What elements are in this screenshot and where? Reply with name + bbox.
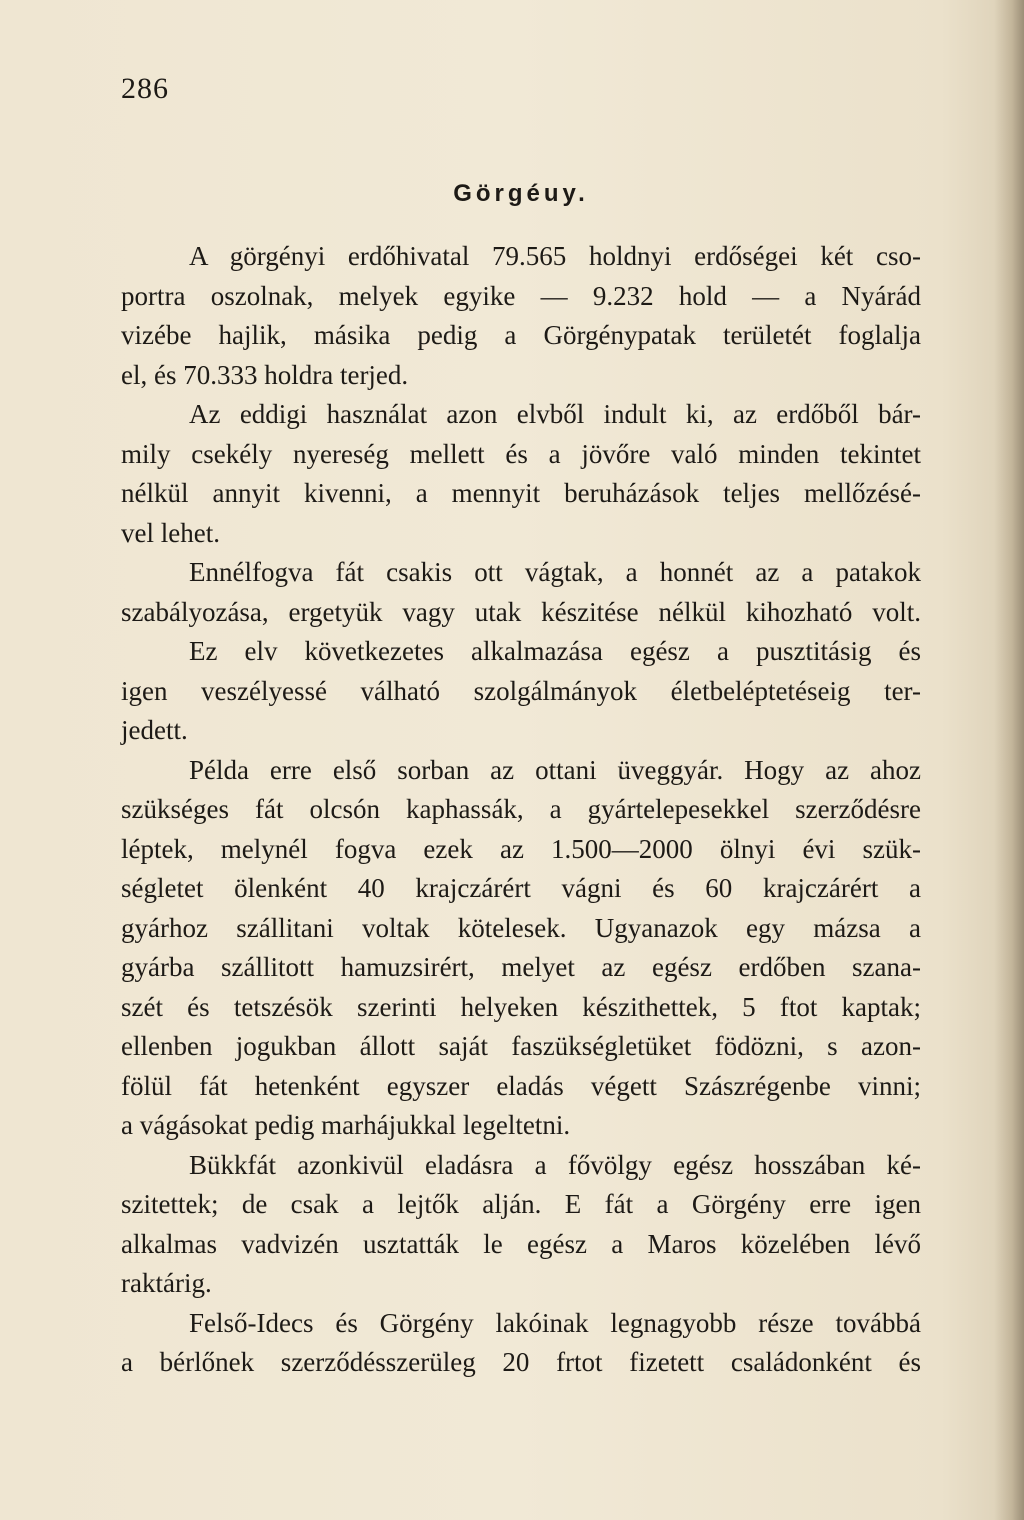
text-line: Ennélfogva fát csakis ott vágtak, a honnét az a patakok (189, 557, 921, 587)
text-line: fölül fát hetenként egyszer eladás végett Szászrégenbe vinni; (121, 1070, 921, 1101)
text-line: raktárig. (121, 1268, 212, 1298)
text-line: a bérlőnek szerződésszerüleg 20 frtot fizetett családonként és (121, 1347, 921, 1377)
text-line: vizébe hajlik, másika pedig a Görgénypatak területét foglalja (121, 320, 921, 350)
text-line: Felső-Idecs és Görgény lakóinak legnagyobb része továbbá (189, 1307, 921, 1338)
text-line: szét és tetszésök szerinti helyeken készithettek, 5 ftot kaptak; (121, 991, 921, 1022)
text-line: szükséges fát olcsón kaphassák, a gyártelepesekkel szerződésre (121, 794, 921, 824)
text-line: ellenben jogukban állott saját faszükségletüket födözni, s azon- (121, 1031, 921, 1061)
text-line: gyárhoz szállitani voltak kötelesek. Ugyanazok egy mázsa a (121, 912, 921, 943)
text-line: jedett. (121, 715, 188, 745)
text-line: nélkül annyit kivenni, a mennyit beruházások teljes mellőzésé- (121, 478, 921, 508)
text-line: vel lehet. (121, 517, 220, 548)
text-line: A görgényi erdőhivatal 79.565 holdnyi erdőségei két cso- (189, 241, 921, 271)
running-head: Görgéuy. (453, 180, 589, 207)
text-line: szitettek; de csak a lejtők alján. E fát a Görgény erre igen (121, 1189, 921, 1219)
text-line: a vágásokat pedig marhájukkal legeltetni. (121, 1110, 571, 1140)
body-text (121, 237, 921, 1383)
text-line: Az eddigi használat azon elvből indult ki, az erdőből bár- (189, 399, 921, 429)
text-line: Bükkfát azonkivül eladásra a fővölgy egész hosszában ké- (189, 1149, 921, 1180)
text-line: szabályozása, ergetyük vagy utak készitése nélkül kihozható volt. (121, 596, 921, 627)
text-line: mily csekély nyereség mellett és a jövőre való minden tekintet (121, 438, 921, 469)
page-number: 286 (121, 72, 169, 105)
text-line: portra oszolnak, melyek egyike — 9.232 hold — a Nyárád (121, 280, 921, 311)
text-line: Ez elv következetes alkalmazása egész a pusztitásig és (189, 636, 921, 666)
text-line: el, és 70.333 holdra terjed. (121, 359, 409, 390)
text-line: alkalmas vadvizén usztatták le egész a Maros közelében lévő (121, 1228, 921, 1259)
text-line: igen veszélyessé válható szolgálmányok életbeléptetéseig ter- (121, 675, 921, 706)
text-line: Példa erre első sorban az ottani üveggyár. Hogy az ahoz (189, 754, 921, 785)
page-edge-shadow (994, 0, 1024, 1520)
text-line: gyárba szállitott hamuzsirért, melyet az egész erdőben szana- (121, 952, 921, 982)
text-line: ségletet ölenként 40 krajczárért vágni és 60 krajczárért a (121, 873, 921, 903)
text-line: léptek, melynél fogva ezek az 1.500—2000 ölnyi évi szük- (121, 833, 921, 864)
